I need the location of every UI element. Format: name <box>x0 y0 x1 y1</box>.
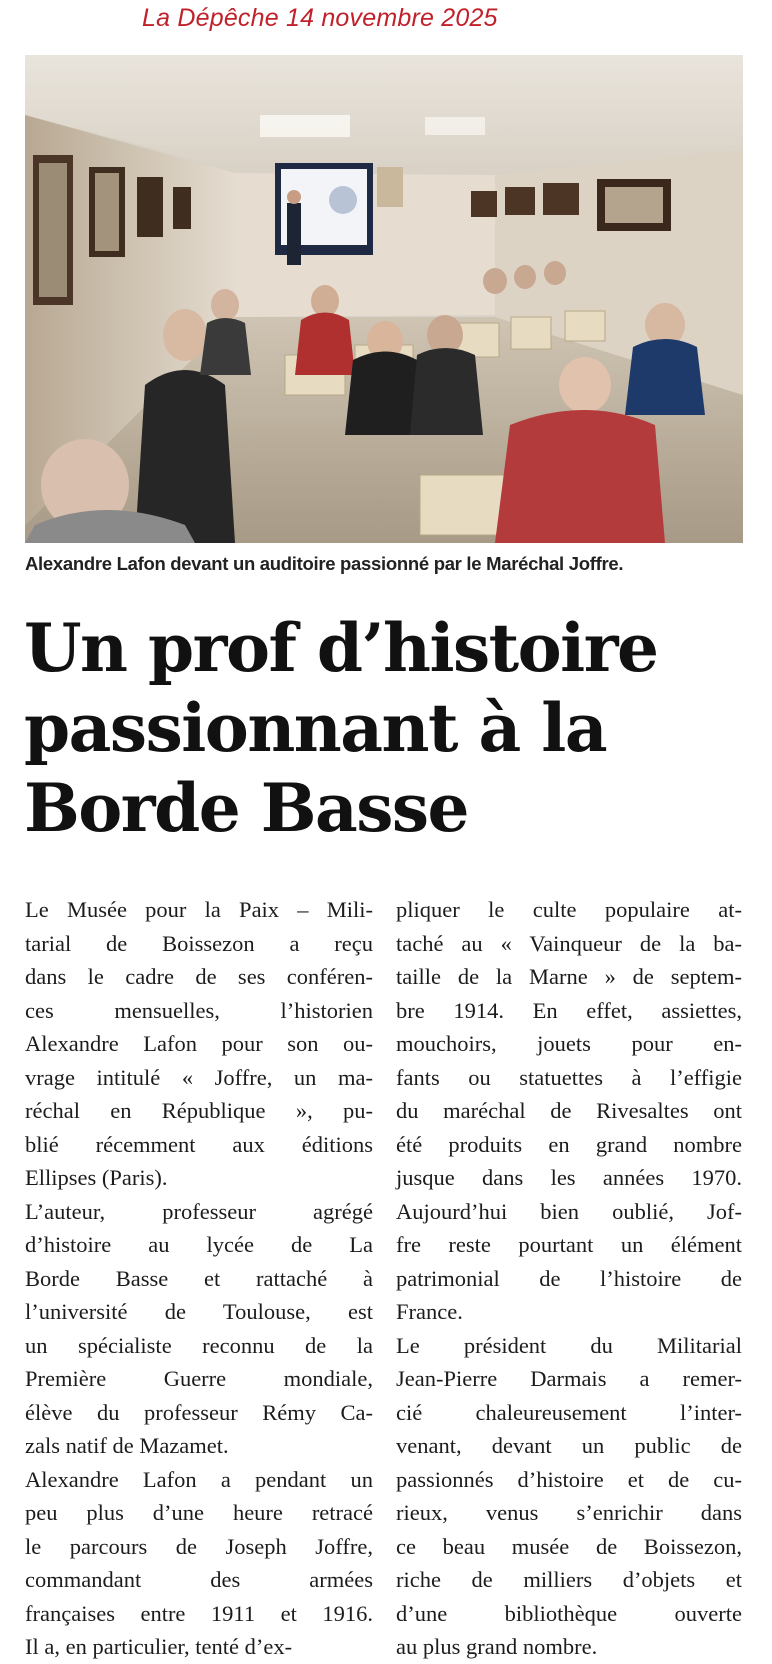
article-line: blié récemment aux éditions <box>25 1131 373 1157</box>
source-date-line: La Dépêche 14 novembre 2025 <box>142 4 498 32</box>
article-line: l’université de Toulouse, est <box>25 1299 373 1324</box>
article-line: Alexandre Lafon pour son ou- <box>25 1031 373 1056</box>
article-line: bre 1914. En effet, assiettes, <box>396 997 742 1023</box>
article-line: Première Guerre mondiale, <box>25 1366 373 1391</box>
article-line: cié chaleureusement l’inter- <box>396 1399 742 1425</box>
article-column-right <box>396 893 742 1664</box>
article-line: passionnés d’histoire et de cu- <box>396 1466 742 1492</box>
article-line: venant, devant un public de <box>396 1433 742 1458</box>
article-line: Jean-Pierre Darmais a remer- <box>396 1366 742 1391</box>
article-line: riche de milliers d’objets et <box>396 1567 742 1592</box>
article-column-left <box>25 893 373 1664</box>
article-line: dans le cadre de ses conféren- <box>25 964 373 989</box>
conference-room-illustration <box>25 55 743 543</box>
article-line: patrimonial de l’histoire de <box>396 1265 742 1291</box>
article-line: élève du professeur Rémy Ca- <box>25 1399 373 1425</box>
article-line: d’histoire au lycée de La <box>25 1232 373 1257</box>
article-line: ces mensuelles, l’historien <box>25 997 373 1023</box>
article-line: Aujourd’hui bien oublié, Jof- <box>396 1198 742 1224</box>
article-line: L’auteur, professeur agrégé <box>25 1198 373 1224</box>
article-line: le parcours de Joseph Joffre, <box>25 1533 373 1559</box>
article-line: ce beau musée de Boissezon, <box>396 1533 742 1559</box>
article-line: Le président du Militarial <box>396 1332 742 1358</box>
article-line: Il a, en particulier, tenté d’ex- <box>25 1634 293 1659</box>
headline-line: Un prof d’histoire <box>24 609 658 687</box>
article-line: pliquer le culte populaire at- <box>396 897 742 922</box>
article-line: rieux, venus s’enrichir dans <box>396 1500 742 1525</box>
article-line: jusque dans les années 1970. <box>396 1165 742 1190</box>
article-line: d’une bibliothèque ouverte <box>396 1600 742 1626</box>
article-line: du maréchal de Rivesaltes ont <box>396 1098 742 1123</box>
article-line: Ellipses (Paris). <box>25 1165 168 1190</box>
headline-line: passionnant à la <box>24 689 607 767</box>
article-line: taille de la Marne » de septem- <box>396 964 742 989</box>
article-line: au plus grand nombre. <box>396 1634 598 1659</box>
headline-line: Borde Basse <box>24 769 469 847</box>
article-line: fre reste pourtant un élément <box>396 1232 742 1257</box>
article-line: fants ou statuettes à l’effigie <box>396 1064 742 1090</box>
article-line: mouchoirs, jouets pour en- <box>396 1031 742 1056</box>
article-line: zals natif de Mazamet. <box>25 1433 229 1458</box>
article-line: peu plus d’une heure retracé <box>25 1500 373 1525</box>
article-line: réchal en République », pu- <box>25 1098 373 1123</box>
article-headline <box>24 608 764 848</box>
article-line: taché au « Vainqueur de la ba- <box>396 930 742 956</box>
article-line: commandant des armées <box>25 1567 373 1592</box>
article-line: un spécialiste reconnu de la <box>25 1332 373 1358</box>
article-line: Le Musée pour la Paix – Mili- <box>25 897 373 922</box>
article-line: France. <box>396 1299 463 1324</box>
article-line: été produits en grand nombre <box>396 1131 742 1157</box>
article-line: Alexandre Lafon a pendant un <box>25 1466 373 1492</box>
article-line: tarial de Boissezon a reçu <box>25 930 373 956</box>
article-line: françaises entre 1911 et 1916. <box>25 1600 373 1626</box>
article-line: vrage intitulé « Joffre, un ma- <box>25 1064 373 1090</box>
conference-photo <box>25 55 743 543</box>
article-line: Borde Basse et rattaché à <box>25 1265 373 1291</box>
photo-caption: Alexandre Lafon devant un auditoire passionné par le Maréchal Joffre. <box>25 553 624 574</box>
